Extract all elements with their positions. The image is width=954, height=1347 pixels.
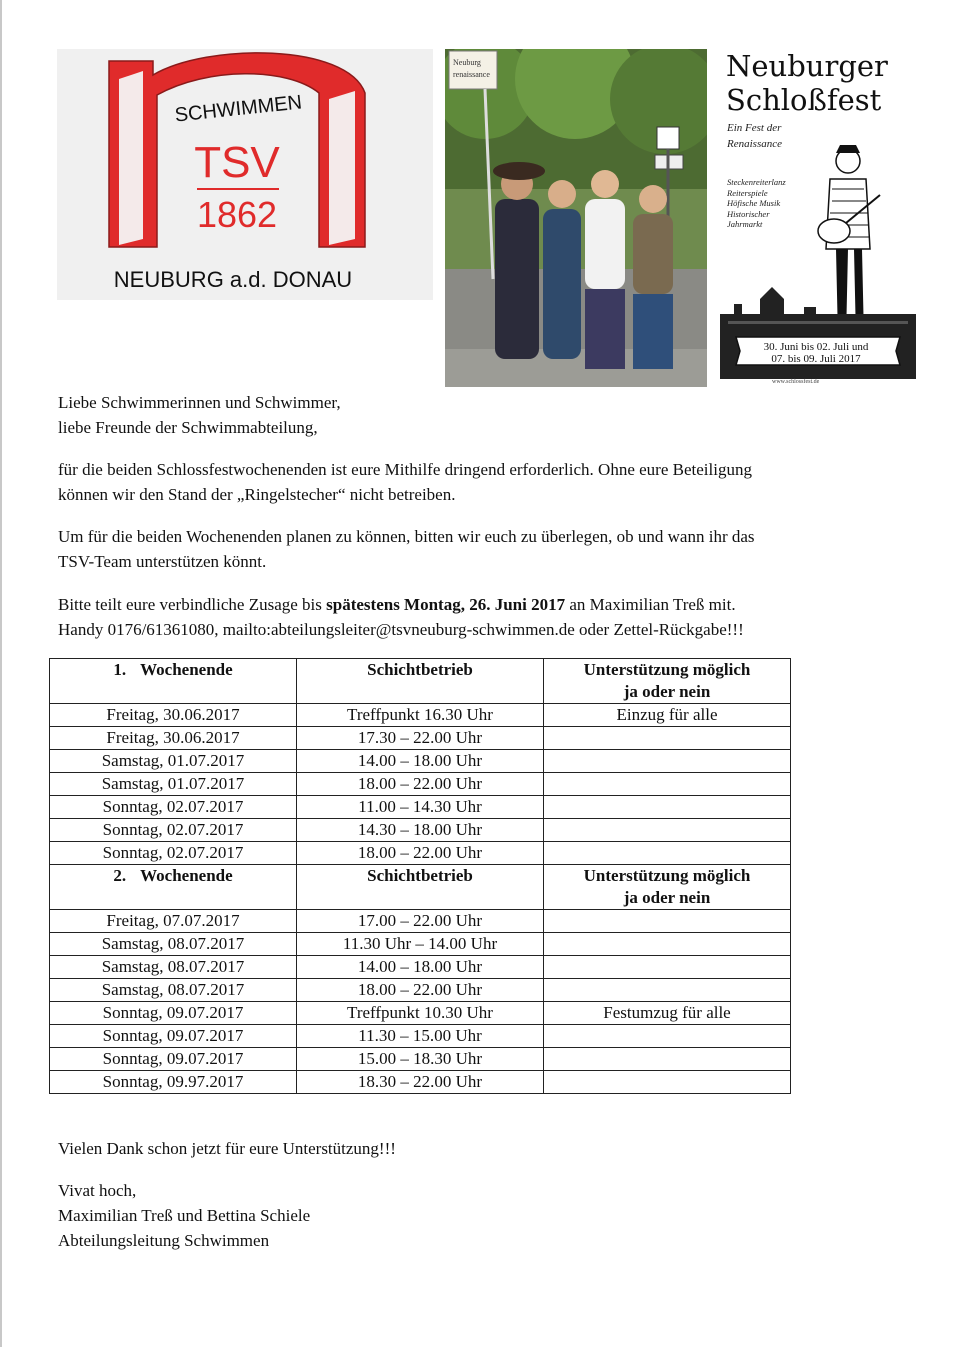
- date-cell: Sonntag, 02.07.2017: [50, 842, 297, 865]
- weekend-2-header-row: [50, 865, 791, 910]
- table-row: [50, 819, 791, 842]
- date-cell: Freitag, 07.07.2017: [50, 910, 297, 933]
- table-row: [50, 910, 791, 933]
- support-cell[interactable]: [544, 750, 791, 773]
- weekend-2-header: [50, 865, 297, 910]
- date-cell: Sonntag, 02.07.2017: [50, 796, 297, 819]
- support-header-line2: ja oder nein: [623, 682, 711, 701]
- paragraph-1-line-2: können wir den Stand der „Ringelstecher“ nicht betreiben.: [58, 485, 456, 504]
- poster-subtitle-line2: Renaissance: [727, 138, 782, 150]
- support-cell[interactable]: [544, 1025, 791, 1048]
- date-cell: Freitag, 30.06.2017: [50, 704, 297, 727]
- table-row: [50, 750, 791, 773]
- closing-line-1: Vivat hoch,: [58, 1181, 137, 1200]
- table-row: [50, 956, 791, 979]
- shift-cell: 14.00 – 18.00 Uhr: [297, 750, 544, 773]
- weekend-1-header: [50, 659, 297, 704]
- date-cell: Freitag, 30.06.2017: [50, 727, 297, 750]
- poster-item: Steckenreiterlanz: [727, 177, 786, 187]
- shift-header: Schichtbetrieb: [297, 659, 544, 704]
- schedule-table: [49, 658, 791, 1094]
- support-cell[interactable]: [544, 1071, 791, 1094]
- table-row: [50, 773, 791, 796]
- poster-item: Historischer: [727, 208, 770, 219]
- schlossfest-poster: [720, 49, 916, 389]
- support-cell[interactable]: [544, 1048, 791, 1071]
- date-cell: Samstag, 08.07.2017: [50, 979, 297, 1002]
- tsv-logo-graphic: [57, 49, 433, 300]
- support-header: [544, 865, 791, 910]
- weekend-1-number: 1.: [113, 660, 127, 679]
- poster-title-line1: Neuburger: [726, 49, 888, 83]
- shift-cell: Treffpunkt 10.30 Uhr: [297, 1002, 544, 1025]
- shift-cell: 18.00 – 22.00 Uhr: [297, 979, 544, 1002]
- shift-cell: 18.30 – 22.00 Uhr: [297, 1071, 544, 1094]
- table-row: [50, 979, 791, 1002]
- deadline-intro: Bitte teilt eure verbindliche Zusage bis: [58, 595, 327, 614]
- paragraph-3-line-1: [58, 592, 736, 617]
- shift-cell: 11.30 Uhr – 14.00 Uhr: [297, 933, 544, 956]
- paragraph-1-line-1: für die beiden Schlossfestwochenenden ist eure Mithilfe dringend erforderlich. Ohne eure Beteiligung: [58, 460, 752, 479]
- support-cell[interactable]: [544, 819, 791, 842]
- date-cell: Sonntag, 02.07.2017: [50, 819, 297, 842]
- support-cell[interactable]: Festumzug für alle: [544, 1002, 791, 1025]
- table-row: [50, 1048, 791, 1071]
- page-edge: [0, 0, 2, 1347]
- table-row: [50, 1025, 791, 1048]
- shift-cell: 18.00 – 22.00 Uhr: [297, 773, 544, 796]
- closing-line-2: Maximilian Treß und Bettina Schiele: [58, 1206, 311, 1225]
- support-header-line1: Unterstützung möglich: [583, 866, 751, 885]
- logo-year-text: 1862: [196, 194, 278, 235]
- tsv-logo: [57, 49, 433, 300]
- shift-header: Schichtbetrieb: [297, 865, 544, 910]
- date-cell: Sonntag, 09.07.2017: [50, 1002, 297, 1025]
- weekend-1-title: Wochenende: [140, 660, 233, 679]
- deadline-date: spätestens Montag, 26. Juni 2017: [326, 595, 566, 614]
- table-row: [50, 1002, 791, 1025]
- shift-cell: 11.30 – 15.00 Uhr: [297, 1025, 544, 1048]
- weekend-2-number: 2.: [113, 866, 127, 885]
- support-header: [544, 659, 791, 704]
- shift-cell: 15.00 – 18.30 Uhr: [297, 1048, 544, 1071]
- poster-dates: [740, 341, 892, 365]
- shift-cell: Treffpunkt 16.30 Uhr: [297, 704, 544, 727]
- paragraph-3-line-2: Handy 0176/61361080, mailto:abteilungsleiter@tsvneuburg-schwimmen.de oder Zettel-Rückgabe!!!: [58, 620, 744, 639]
- support-cell[interactable]: [544, 933, 791, 956]
- logo-top-text: SCHWIMMEN: [173, 91, 304, 127]
- support-header-line2: ja oder nein: [623, 888, 711, 907]
- support-cell[interactable]: [544, 979, 791, 1002]
- table-row: [50, 842, 791, 865]
- support-cell[interactable]: [544, 910, 791, 933]
- table-row: [50, 1071, 791, 1094]
- table-row: [50, 933, 791, 956]
- deadline-contact: an Maximilian Treß mit.: [565, 595, 736, 614]
- logo-tsv-text: TSV: [194, 138, 280, 187]
- date-cell: Sonntag, 09.07.2017: [50, 1048, 297, 1071]
- poster-dates-line2: 07. bis 09. Juli 2017: [771, 353, 861, 365]
- support-cell[interactable]: [544, 727, 791, 750]
- parade-photo: [445, 49, 707, 387]
- greeting-line-1: Liebe Schwimmerinnen und Schwimmer,: [58, 393, 341, 412]
- poster-item: Jahrmarkt: [727, 219, 763, 229]
- support-cell[interactable]: [544, 773, 791, 796]
- greeting-line-2: liebe Freunde der Schwimmabteilung,: [58, 418, 318, 437]
- logo-place-text: NEUBURG a.d. DONAU: [113, 267, 353, 292]
- date-cell: Samstag, 01.07.2017: [50, 750, 297, 773]
- weekend-2-title: Wochenende: [140, 866, 233, 885]
- support-cell[interactable]: [544, 796, 791, 819]
- date-cell: Samstag, 08.07.2017: [50, 933, 297, 956]
- poster-item: Höfische Musik: [727, 198, 781, 208]
- support-cell[interactable]: [544, 956, 791, 979]
- poster-subtitle-line1: Ein Fest der: [727, 122, 782, 134]
- shift-cell: 11.00 – 14.30 Uhr: [297, 796, 544, 819]
- poster-title-line2: Schloßfest: [726, 83, 882, 117]
- shift-cell: 17.00 – 22.00 Uhr: [297, 910, 544, 933]
- poster-title: [726, 49, 888, 117]
- table-row: [50, 727, 791, 750]
- table-row: [50, 704, 791, 727]
- date-cell: Sonntag, 09.07.2017: [50, 1025, 297, 1048]
- paragraph-2-line-1: Um für die beiden Wochenenden planen zu können, bitten wir euch zu überlegen, ob und wann ihr das: [58, 527, 755, 546]
- support-cell[interactable]: [544, 842, 791, 865]
- poster-url: www.schlossfest.de: [772, 379, 820, 385]
- shift-cell: 14.00 – 18.00 Uhr: [297, 956, 544, 979]
- weekend-1-header-row: [50, 659, 791, 704]
- support-cell[interactable]: Einzug für alle: [544, 704, 791, 727]
- date-cell: Samstag, 08.07.2017: [50, 956, 297, 979]
- date-cell: Sonntag, 09.97.2017: [50, 1071, 297, 1094]
- table-row: [50, 796, 791, 819]
- svg-text:renaissance: renaissance: [453, 70, 490, 79]
- paragraph-2-line-2: TSV-Team unterstützen könnt.: [58, 552, 267, 571]
- date-cell: Samstag, 01.07.2017: [50, 773, 297, 796]
- poster-dates-line1: 30. Juni bis 02. Juli und: [763, 341, 869, 353]
- photo-sign-text: Neuburg: [453, 58, 481, 67]
- support-header-line1: Unterstützung möglich: [583, 660, 751, 679]
- shift-cell: 18.00 – 22.00 Uhr: [297, 842, 544, 865]
- shift-cell: 14.30 – 18.00 Uhr: [297, 819, 544, 842]
- thanks-line: Vielen Dank schon jetzt für eure Unterstützung!!!: [58, 1139, 396, 1158]
- closing-line-3: Abteilungsleitung Schwimmen: [58, 1231, 270, 1250]
- shift-cell: 17.30 – 22.00 Uhr: [297, 727, 544, 750]
- poster-item: Reiterspiele: [727, 187, 768, 198]
- parade-photo-image: [445, 49, 707, 387]
